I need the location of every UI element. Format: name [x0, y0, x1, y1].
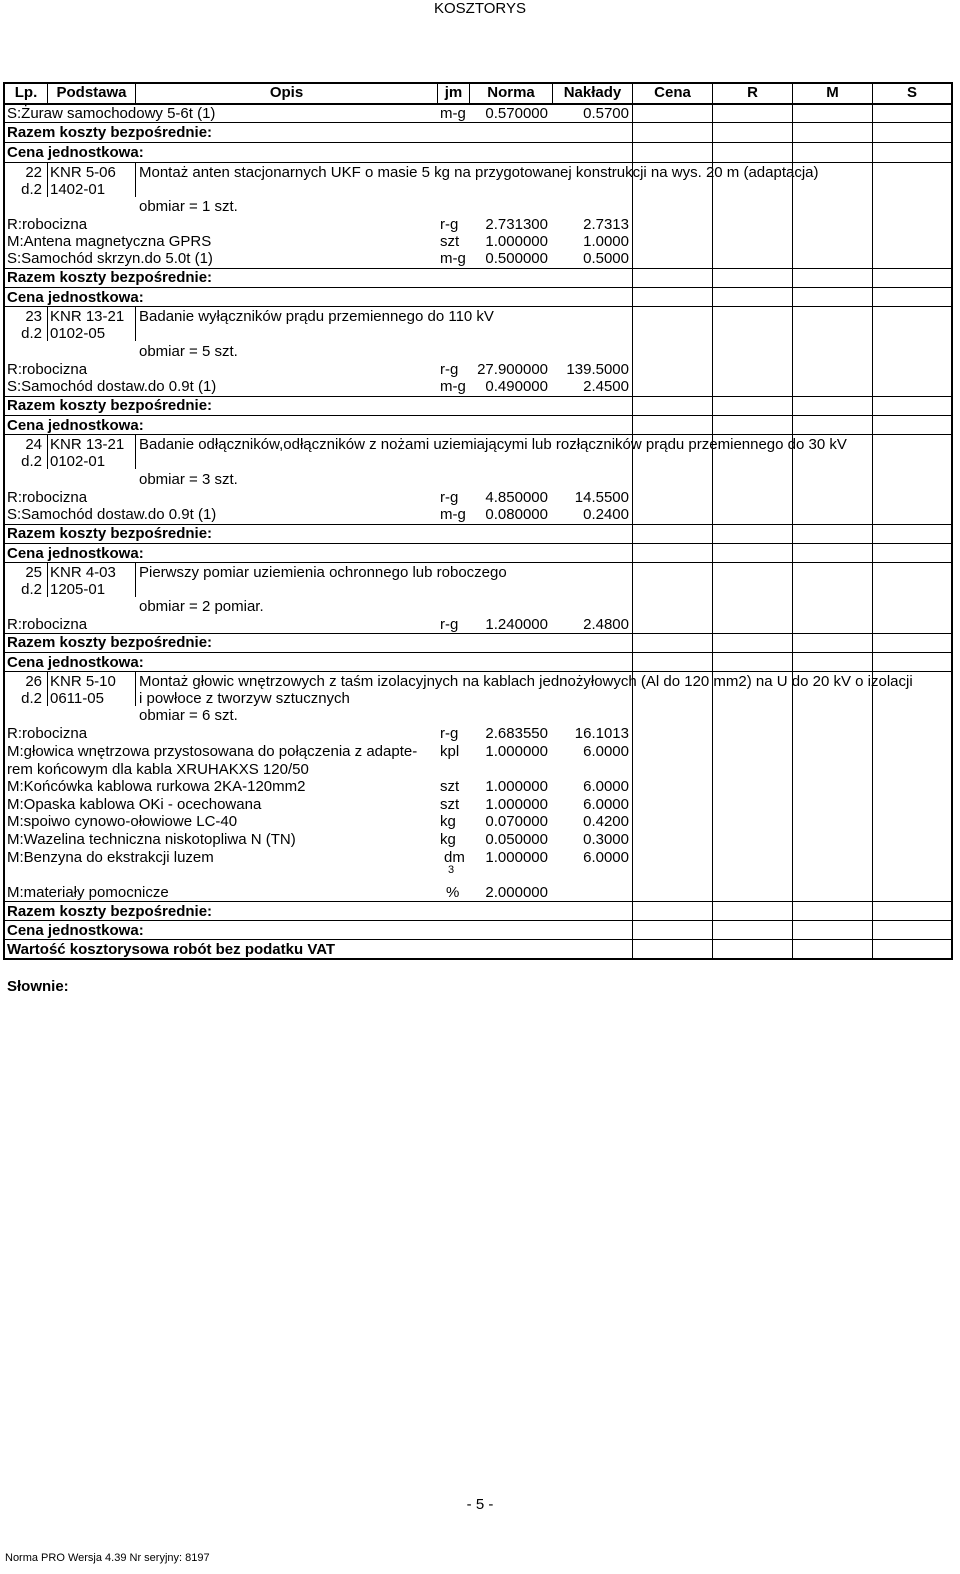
col-cena: Cena: [654, 84, 691, 101]
resource-desc: R:robocizna: [7, 725, 88, 742]
resource-naklady: 0.2400: [583, 506, 629, 523]
position-code: 1402-01: [50, 181, 106, 198]
position-opis: Montaż anten stacjonarnych UKF o masie 5 kg na przygotowanej konstrukcji na wys. 20 m (adaptacja): [139, 164, 819, 181]
col-jm: jm: [444, 84, 463, 101]
cena-jednostkowa-label: Cena jednostkowa:: [7, 417, 144, 434]
position-opis: Pierwszy pomiar uziemienia ochronnego lub roboczego: [139, 564, 507, 581]
position-d2: d.2: [21, 581, 42, 598]
resource-norma: 1.000000: [485, 743, 548, 760]
position-lp: 24: [25, 436, 42, 453]
resource-jm: m-g: [440, 250, 466, 267]
resource-norma: 0.070000: [485, 813, 548, 830]
resource-jm: r-g: [440, 216, 459, 233]
resource-desc: S:Samochód dostaw.do 0.9t (1): [7, 506, 217, 523]
position-opis-continued: i powłoce z tworzyw sztucznych: [139, 690, 350, 707]
position-d2: d.2: [21, 690, 42, 707]
resource-desc: M:spoiwo cynowo-ołowiowe LC-40: [7, 813, 238, 830]
position-lp: 22: [25, 164, 42, 181]
resource-naklady: 6.0000: [583, 743, 629, 760]
resource-jm: %: [446, 884, 460, 901]
resource-naklady: 1.0000: [583, 233, 629, 250]
col-norma: Norma: [487, 84, 535, 101]
cena-jednostkowa-label: Cena jednostkowa:: [7, 289, 144, 306]
resource-naklady: 0.3000: [583, 831, 629, 848]
razem-label: Razem koszty bezpośrednie:: [7, 269, 213, 286]
resource-norma: 27.900000: [477, 361, 548, 378]
razem-label: Razem koszty bezpośrednie:: [7, 634, 213, 651]
cena-jednostkowa-label: Cena jednostkowa:: [7, 545, 144, 562]
resource-desc: R:robocizna: [7, 361, 88, 378]
position-lp: 26: [25, 673, 42, 690]
resource-norma: 0.050000: [485, 831, 548, 848]
resource-jm: szt: [440, 796, 460, 813]
position-obmiar: obmiar = 2 pomiar.: [139, 598, 264, 615]
resource-norma: 1.000000: [485, 778, 548, 795]
resource-desc: R:robocizna: [7, 489, 88, 506]
col-s: S: [906, 84, 917, 101]
resource-jm: r-g: [440, 361, 459, 378]
col-opis: Opis: [269, 84, 304, 101]
resource-desc: M:głowica wnętrzowa przystosowana do połączenia z adapte-: [7, 743, 418, 760]
resource-jm: kpl: [440, 743, 460, 760]
position-obmiar: obmiar = 6 szt.: [139, 707, 238, 724]
position-d2: d.2: [21, 325, 42, 342]
position-obmiar: obmiar = 5 szt.: [139, 343, 238, 360]
resource-desc: M:Końcówka kablowa rurkowa 2KA-120mm2: [7, 778, 306, 795]
resource-desc: S:Żuraw samochodowy 5-6t (1): [7, 105, 216, 122]
col-podstawa: Podstawa: [56, 84, 127, 101]
position-code: 0102-01: [50, 453, 106, 470]
position-knr: KNR 13-21: [50, 308, 125, 325]
resource-naklady: 2.7313: [583, 216, 629, 233]
razem-label: Razem koszty bezpośrednie:: [7, 903, 213, 920]
position-knr: KNR 4-03: [50, 564, 116, 581]
position-lp: 23: [25, 308, 42, 325]
cena-jednostkowa-label: Cena jednostkowa:: [7, 144, 144, 161]
resource-norma: 2.731300: [485, 216, 548, 233]
resource-jm-superscript: 3: [448, 864, 455, 876]
position-knr: KNR 5-10: [50, 673, 116, 690]
position-obmiar: obmiar = 3 szt.: [139, 471, 238, 488]
resource-jm: szt: [440, 778, 460, 795]
cena-jednostkowa-label: Cena jednostkowa:: [7, 922, 144, 939]
resource-jm: r-g: [440, 489, 459, 506]
resource-naklady: 6.0000: [583, 849, 629, 866]
resource-naklady: 2.4800: [583, 616, 629, 633]
resource-jm: m-g: [440, 378, 466, 395]
resource-norma: 1.000000: [485, 233, 548, 250]
resource-jm: szt: [440, 233, 460, 250]
razem-label: Razem koszty bezpośrednie:: [7, 397, 213, 414]
resource-jm: r-g: [440, 616, 459, 633]
resource-norma: 0.080000: [485, 506, 548, 523]
position-d2: d.2: [21, 181, 42, 198]
resource-jm: kg: [440, 831, 456, 848]
page-title: KOSZTORYS: [434, 0, 526, 17]
position-d2: d.2: [21, 453, 42, 470]
resource-desc-continued: rem końcowym dla kabla XRUHAKXS 120/50: [7, 761, 309, 778]
razem-label: Razem koszty bezpośrednie:: [7, 124, 213, 141]
resource-jm: m-g: [440, 105, 466, 122]
position-obmiar: obmiar = 1 szt.: [139, 198, 238, 215]
col-r: R: [747, 84, 758, 101]
resource-norma: 2.000000: [485, 884, 548, 901]
resource-norma: 0.500000: [485, 250, 548, 267]
resource-norma: 2.683550: [485, 725, 548, 742]
resource-desc: M:Antena magnetyczna GPRS: [7, 233, 212, 250]
col-lp: Lp.: [14, 84, 38, 101]
resource-naklady: 0.5000: [583, 250, 629, 267]
resource-naklady: 6.0000: [583, 796, 629, 813]
resource-naklady: 16.1013: [574, 725, 629, 742]
position-knr: KNR 13-21: [50, 436, 125, 453]
col-m: M: [826, 84, 839, 101]
page-number: - 5 -: [466, 1496, 494, 1513]
software-footer: Norma PRO Wersja 4.39 Nr seryjny: 8197: [5, 1552, 210, 1564]
cena-jednostkowa-label: Cena jednostkowa:: [7, 654, 144, 671]
resource-naklady: 0.5700: [583, 105, 629, 122]
resource-norma: 4.850000: [485, 489, 548, 506]
position-code: 0611-05: [50, 690, 104, 707]
resource-desc: M:materiały pomocnicze: [7, 884, 169, 901]
resource-norma: 0.490000: [485, 378, 548, 395]
resource-naklady: 2.4500: [583, 378, 629, 395]
resource-jm: r-g: [440, 725, 459, 742]
wartosc-kosztorysowa-label: Wartość kosztorysowa robót bez podatku VAT: [7, 941, 336, 958]
resource-norma: 0.570000: [485, 105, 548, 122]
resource-jm: m-g: [440, 506, 466, 523]
position-opis: Badanie odłączników,odłączników z nożami uziemiającymi lub rozłączników prądu przemiennego do 30 kV: [139, 436, 847, 453]
position-code: 0102-05: [50, 325, 106, 342]
resource-desc: S:Samochód dostaw.do 0.9t (1): [7, 378, 217, 395]
resource-jm: kg: [440, 813, 456, 830]
resource-naklady: 6.0000: [583, 778, 629, 795]
resource-norma: 1.000000: [485, 849, 548, 866]
resource-desc: R:robocizna: [7, 616, 88, 633]
resource-naklady: 139.5000: [566, 361, 629, 378]
resource-desc: M:Opaska kablowa OKi - ocechowana: [7, 796, 262, 813]
resource-desc: R:robocizna: [7, 216, 88, 233]
resource-norma: 1.000000: [485, 796, 548, 813]
position-code: 1205-01: [50, 581, 106, 598]
resource-naklady: 14.5500: [574, 489, 629, 506]
resource-naklady: 0.4200: [583, 813, 629, 830]
col-naklady: Nakłady: [563, 84, 622, 101]
position-lp: 25: [25, 564, 42, 581]
resource-norma: 1.240000: [485, 616, 548, 633]
resource-jm: dm: [444, 849, 465, 866]
resource-desc: M:Benzyna do ekstrakcji luzem: [7, 849, 214, 866]
position-opis: Badanie wyłączników prądu przemiennego do 110 kV: [139, 308, 494, 325]
resource-desc: S:Samochód skrzyn.do 5.0t (1): [7, 250, 213, 267]
resource-desc: M:Wazelina techniczna niskotopliwa N (TN): [7, 831, 296, 848]
slownie-label: Słownie:: [7, 978, 69, 995]
position-knr: KNR 5-06: [50, 164, 116, 181]
razem-label: Razem koszty bezpośrednie:: [7, 525, 213, 542]
position-opis: Montaż głowic wnętrzowych z taśm izolacyjnych na kablach jednożyłowych (Al do 120 mm2) na U do 20 kV o izolacji: [139, 673, 913, 690]
